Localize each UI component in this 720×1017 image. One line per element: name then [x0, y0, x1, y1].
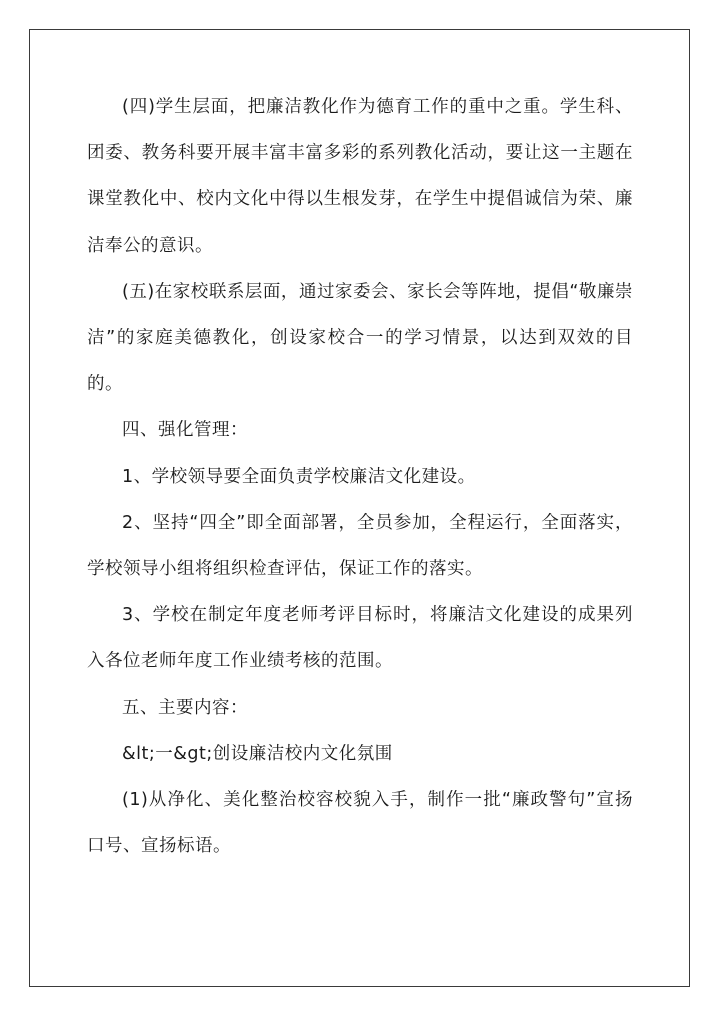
list-item-1: 1、学校领导要全面负责学校廉洁文化建设。: [122, 466, 476, 487]
document-body: [87, 84, 633, 869]
paragraph-home-school-level: (五)在家校联系层面，通过家委会、家长会等阵地，提倡“敬廉崇洁”的家庭美德教化，创设家校合一的学习情景，以达到双效的目的。: [87, 281, 633, 395]
subheading-create-atmosphere: &lt;一&gt;创设廉洁校内文化氛围: [122, 743, 393, 764]
paragraph-beautify-campus: (1)从净化、美化整治校容校貌入手，制作一批“廉政警句”宣扬口号、宣扬标语。: [87, 790, 633, 857]
list-item-2: 2、坚持“四全”即全面部署，全员参加，全程运行，全面落实，学校领导小组将组织检查评估，保证工作的落实。: [87, 512, 633, 580]
list-item-3: 3、学校在制定年度老师考评目标时，将廉洁文化建设的成果列入各位老师年度工作业绩考核的范围。: [87, 605, 633, 672]
section-heading-main-content: 五、主要内容：: [122, 697, 248, 718]
section-heading-strengthen-management: 四、强化管理：: [122, 420, 248, 441]
paragraph-student-level: (四)学生层面，把廉洁教化作为德育工作的重中之重。学生科、团委、教务科要开展丰富丰富多彩的系列教化活动，要让这一主题在课堂教化中、校内文化中得以生根发芽，在学生中提倡诚信为荣、廉洁奉公的意识。: [87, 97, 633, 256]
